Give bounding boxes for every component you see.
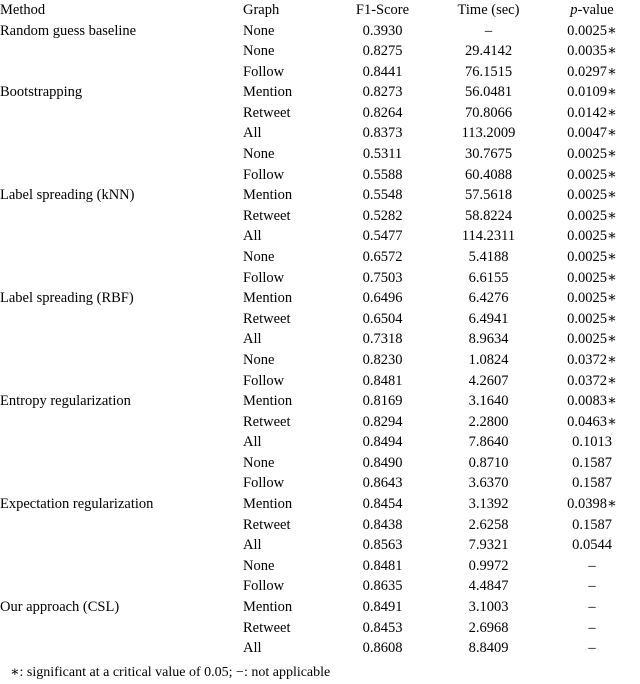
cell-p-value: 0.0025∗: [567, 187, 617, 204]
cell-graph: All: [243, 434, 262, 451]
cell-time: 57.5618: [464, 187, 513, 204]
cell-p-value: 0.0083∗: [567, 393, 617, 410]
cell-f1-score: 0.8294: [362, 413, 403, 430]
cell-graph: None: [243, 557, 275, 574]
cell-f1-score: 0.8454: [362, 496, 403, 513]
cell-time: 8.8409: [468, 640, 509, 657]
cell-graph: Mention: [243, 599, 293, 616]
cell-graph: Follow: [243, 372, 285, 389]
cell-time: 2.2800: [468, 413, 509, 430]
cell-graph: None: [243, 454, 275, 471]
cell-graph: Retweet: [243, 619, 291, 636]
table-row: [0, 556, 640, 577]
cell-f1-score: 0.8264: [362, 104, 403, 121]
cell-f1-score: 0.6572: [362, 248, 403, 265]
cell-graph: Retweet: [243, 104, 291, 121]
cell-graph: None: [243, 43, 275, 59]
cell-p-value: 0.0025∗: [567, 248, 617, 265]
cell-method-group: Bootstrapping: [0, 84, 83, 101]
cell-p-value: 0.0025∗: [567, 290, 617, 307]
cell-f1-score: 0.7503: [362, 269, 403, 286]
column-header-method: Method: [0, 2, 46, 18]
cell-p-value: 0.0372∗: [567, 372, 617, 389]
table-row: [0, 247, 640, 268]
cell-time: 5.4188: [468, 248, 509, 265]
cell-p-value: 0.1013: [572, 434, 612, 451]
cell-p-value: 0.0025∗: [567, 331, 617, 348]
cell-f1-score: 0.8635: [362, 578, 403, 595]
cell-graph: Follow: [243, 578, 285, 595]
cell-f1-score: 0.8273: [362, 84, 403, 101]
cell-time: –: [484, 23, 493, 39]
cell-graph: Follow: [243, 63, 285, 80]
cell-f1-score: 0.7318: [362, 331, 403, 348]
table-row: [0, 41, 640, 62]
cell-time: 6.4276: [468, 290, 509, 307]
cell-f1-score: 0.8481: [362, 372, 403, 389]
cell-f1-score: 0.8643: [362, 475, 403, 492]
cell-p-value: –: [588, 557, 596, 574]
cell-f1-score: 0.8481: [362, 557, 403, 574]
cell-p-value: –: [588, 599, 596, 616]
table-row: [0, 453, 640, 474]
cell-p-value: 0.0142∗: [567, 104, 617, 121]
cell-graph: Mention: [243, 84, 293, 101]
cell-method-group: Label spreading (kNN): [0, 187, 135, 204]
column-header-graph: Graph: [243, 2, 280, 18]
cell-p-value: 0.0463∗: [567, 413, 617, 430]
cell-f1-score: 0.8230: [362, 351, 403, 368]
cell-p-value: 0.0025∗: [567, 207, 617, 224]
cell-time: 70.8066: [464, 104, 513, 121]
cell-time: 3.1640: [468, 393, 509, 410]
cell-f1-score: 0.8494: [362, 434, 403, 451]
cell-time: 30.7675: [464, 145, 513, 162]
cell-time: 58.8224: [464, 207, 513, 224]
cell-graph: Follow: [243, 269, 285, 286]
cell-p-value: 0.1587: [572, 454, 612, 471]
cell-time: 4.2607: [468, 372, 509, 389]
cell-time: 2.6968: [468, 619, 509, 636]
cell-graph: None: [243, 351, 275, 368]
cell-time: 3.6370: [468, 475, 509, 492]
cell-time: 2.6258: [468, 516, 509, 533]
cell-graph: All: [243, 537, 262, 554]
cell-p-value: 0.0025∗: [567, 145, 617, 162]
cell-time: 6.6155: [468, 269, 509, 286]
cell-p-value: 0.0398∗: [567, 496, 617, 513]
cell-p-value: 0.0025∗: [567, 310, 617, 327]
cell-p-value: 0.0025∗: [567, 269, 617, 286]
cell-f1-score: 0.5311: [362, 145, 403, 162]
table-body: [0, 21, 640, 659]
cell-method-group: Entropy regularization: [0, 393, 131, 410]
table-row: [0, 350, 640, 371]
cell-p-value: 0.0109∗: [567, 84, 617, 101]
cell-f1-score: 0.3930: [362, 23, 403, 39]
cell-f1-score: 0.5477: [362, 228, 403, 245]
cell-graph: All: [243, 125, 262, 142]
cell-f1-score: 0.8608: [362, 640, 403, 657]
cell-graph: None: [243, 145, 275, 162]
cell-time: 114.2311: [461, 228, 516, 245]
column-header-time: Time (sec): [457, 2, 520, 18]
cell-time: 3.1003: [468, 599, 509, 616]
cell-time: 0.9972: [468, 557, 509, 574]
cell-graph: Mention: [243, 290, 293, 307]
cell-time: 3.1392: [468, 496, 509, 513]
cell-f1-score: 0.6504: [362, 310, 403, 327]
cell-method: Random guess baseline: [0, 23, 137, 39]
cell-graph: Mention: [243, 187, 293, 204]
cell-f1-score: 0.8169: [362, 393, 403, 410]
p-value-italic-p: p: [570, 2, 578, 18]
cell-p-value: 0.0544: [572, 537, 612, 554]
cell-method-group: Expectation regularization: [0, 496, 154, 513]
cell-f1-score: 0.6496: [362, 290, 403, 307]
cell-graph: All: [243, 331, 262, 348]
cell-p-value: –: [588, 640, 596, 657]
cell-f1-score: 0.5588: [362, 166, 403, 183]
cell-time: 60.4088: [464, 166, 513, 183]
column-header-p-value: [544, 0, 640, 21]
cell-time: 4.4847: [468, 578, 509, 595]
column-header-f1-score: F1-Score: [355, 2, 410, 18]
cell-graph: All: [243, 640, 262, 657]
cell-p-value: –: [588, 619, 596, 636]
cell-f1-score: 0.8441: [362, 63, 403, 80]
cell-time: 8.9634: [468, 331, 509, 348]
cell-p-value: 0.0025∗: [567, 23, 617, 39]
cell-f1-score: 0.8490: [362, 454, 403, 471]
cell-f1-score: 0.8491: [362, 599, 403, 616]
cell-p-value: 0.0372∗: [567, 351, 617, 368]
cell-time: 1.0824: [468, 351, 509, 368]
p-value-suffix: -value: [577, 2, 614, 18]
cell-f1-score: 0.8438: [362, 516, 403, 533]
cell-graph: Follow: [243, 166, 285, 183]
cell-graph: None: [243, 248, 275, 265]
cell-time: 56.0481: [464, 84, 513, 101]
cell-p-value: 0.0035∗: [567, 43, 617, 59]
cell-f1-score: 0.8275: [362, 43, 403, 59]
cell-p-value: 0.0047∗: [567, 125, 617, 142]
cell-graph: None: [243, 23, 275, 39]
cell-method-group: Our approach (CSL): [0, 599, 120, 616]
table-row: [0, 144, 640, 165]
cell-graph: Retweet: [243, 310, 291, 327]
table-header: [0, 0, 640, 21]
cell-p-value: 0.0025∗: [567, 228, 617, 245]
cell-time: 7.8640: [468, 434, 509, 451]
table-row-baseline: [0, 21, 640, 41]
cell-graph: Retweet: [243, 207, 291, 224]
cell-time: 29.4142: [464, 43, 513, 59]
cell-f1-score: 0.5548: [362, 187, 403, 204]
cell-f1-score: 0.8453: [362, 619, 403, 636]
cell-time: 113.2009: [461, 125, 516, 142]
cell-f1-score: 0.5282: [362, 207, 403, 224]
cell-p-value: 0.1587: [572, 475, 612, 492]
cell-time: 0.8710: [468, 454, 509, 471]
cell-f1-score: 0.8563: [362, 537, 403, 554]
cell-p-value: 0.1587: [572, 516, 612, 533]
cell-graph: Follow: [243, 475, 285, 492]
cell-graph: Retweet: [243, 413, 291, 430]
cell-p-value: 0.0025∗: [567, 166, 617, 183]
cell-p-value: –: [588, 578, 596, 595]
cell-graph: All: [243, 228, 262, 245]
cell-graph: Mention: [243, 496, 293, 513]
table-header-row: [0, 0, 640, 21]
cell-time: 7.9321: [468, 537, 509, 554]
cell-time: 6.4941: [468, 310, 509, 327]
cell-f1-score: 0.8373: [362, 125, 403, 142]
cell-method-group: Label spreading (RBF): [0, 290, 134, 307]
cell-graph: Retweet: [243, 516, 291, 533]
cell-time: 76.1515: [464, 63, 513, 80]
table-footnote: ∗: significant at a critical value of 0.05; −: not applicable: [10, 664, 331, 680]
cell-graph: Mention: [243, 393, 293, 410]
cell-p-value: 0.0297∗: [567, 63, 617, 80]
